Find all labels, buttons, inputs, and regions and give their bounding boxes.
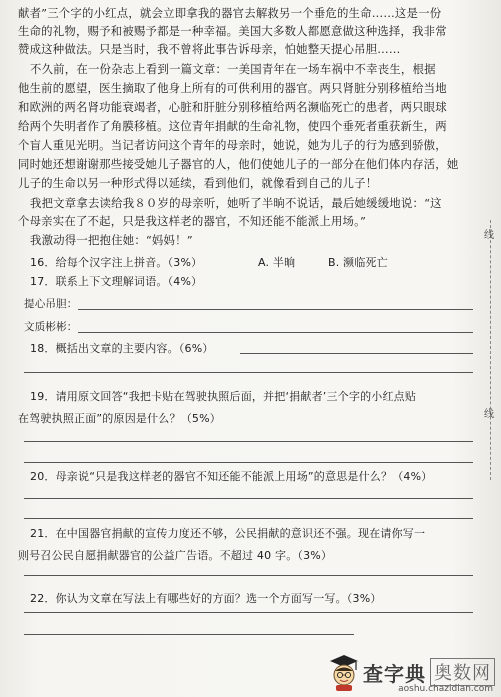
passage-line: 我激动得一把抱住她：“妈妈！” xyxy=(30,233,193,247)
watermark-url: aoshu.chazidian.com xyxy=(398,684,493,694)
passage-line: 赞成这种做法。只是当时，我不曾将此事告诉母亲，怕她整天提心吊胆…… xyxy=(18,42,401,56)
answer-line[interactable] xyxy=(24,575,473,576)
answer-line[interactable] xyxy=(24,372,473,373)
question-19-line-2: 在驾驶执照正面”的原因是什么？（5%） xyxy=(18,412,221,425)
passage-line: 不久前，在一份杂志上看到一篇文章：一美国青年在一场车祸中不幸丧生，根据 xyxy=(30,62,436,76)
answer-line[interactable] xyxy=(24,441,473,442)
passage-line: 献者”三个字的小红点，就会立即拿我的器官去解救另一个垂危的生命……这是一份 xyxy=(18,6,442,20)
question-18: 18．概括出文章的主要内容。（6%） xyxy=(30,342,214,355)
question-16: 16．给每个汉字注上拼音。（3%） xyxy=(30,256,203,269)
passage-line: 他生前的愿望，医生摘取了他身上所有的可供利用的器官。两只肾脏分别移植给当地 xyxy=(18,81,447,95)
question-20: 20．母亲说“只是我这样老的器官不知还能不能派上用场”的意思是什么？（4%） xyxy=(30,470,433,483)
margin-mark-bottom: 线 xyxy=(484,409,494,420)
answer-line[interactable] xyxy=(24,634,354,635)
question-22: 22．你认为文章在写法上有哪些好的方面？选一个方面写一写。（3%） xyxy=(30,592,382,605)
answer-line[interactable] xyxy=(24,612,473,613)
passage-line: 我把文章拿去读给我８０岁的母亲听，她听了半晌不说话，最后她缓缓地说：“这 xyxy=(30,196,442,210)
answer-line[interactable] xyxy=(78,332,473,333)
watermark-logo xyxy=(327,651,495,693)
question-16-option-b: B. 濒临死亡 xyxy=(328,256,388,269)
passage-line: 给两个失明者作了角膜移植。这位青年捐献的生命礼物，使四个垂死者重获新生，两 xyxy=(18,119,447,133)
mascot-icon xyxy=(327,652,361,692)
answer-line[interactable] xyxy=(78,309,473,310)
margin-mark-top: 线 xyxy=(484,230,494,241)
passage-line: 个母亲实在了不起，只是我这样老的器官，不知还能不能派上用场。” xyxy=(18,214,367,228)
question-16-option-a: A. 半晌 xyxy=(258,256,296,269)
watermark-name: 查字典 xyxy=(363,661,426,686)
question-17: 17．联系上下文理解词语。（4%） xyxy=(30,275,203,288)
passage-line: 同时她还想谢谢那些接受她儿子器官的人，他们使她儿子的一部分在他们体内存活，她 xyxy=(18,157,459,171)
passage-line: 生命的礼物，赐予和被赐予都是一种幸福。美国大多数人都愿意做这种选择，我非常 xyxy=(18,24,447,38)
passage-line: 和欧洲的两名肾功能衰竭者，心脏和肝脏分别移植给两名濒临死亡的患者，两只眼球 xyxy=(18,100,447,114)
passage-line: 儿子的生命以另一种形式得以延续，看到他们，就像看到自己的儿子！ xyxy=(18,176,378,190)
answer-line[interactable] xyxy=(24,462,473,463)
answer-line[interactable] xyxy=(24,518,473,519)
question-17-term-2: 文质彬彬： xyxy=(24,321,78,333)
watermark-subname: 奥数网 xyxy=(430,658,495,686)
answer-line[interactable] xyxy=(24,498,473,499)
question-21-line-1: 21．在中国器官捐献的宣传力度还不够，公民捐献的意识还不强。现在请你写一 xyxy=(30,527,426,540)
question-21-line-2: 则号召公民自愿捐献器官的公益广告语。不超过 40 字。（3%） xyxy=(18,549,333,562)
answer-line[interactable] xyxy=(240,353,473,354)
question-17-term-1: 提心吊胆： xyxy=(24,298,78,310)
question-19-line-1: 19．请用原文回答“我把卡贴在驾驶执照后面，并把‘捐献者’三个字的小红点贴 xyxy=(30,390,417,403)
binding-line xyxy=(490,220,491,480)
passage-line: 个盲人重见光明。当记者访问这个青年的母亲时，她说，她为儿子的行为感到骄傲， xyxy=(18,138,447,152)
